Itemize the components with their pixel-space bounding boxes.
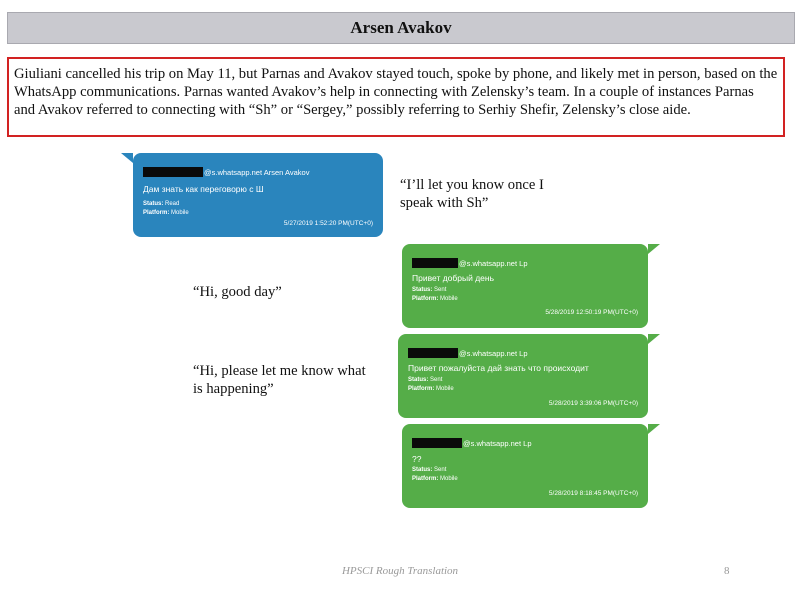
message-platform: Platform: Mobile (408, 386, 454, 392)
message-text: Привет пожалуйста дай знать что происходит (408, 363, 589, 373)
sender-line (143, 167, 309, 177)
sender-name: @s.whatsapp.net Lp (459, 258, 528, 268)
sender-line (412, 438, 532, 448)
redaction-block (412, 438, 462, 448)
translation-quote-1 (400, 176, 544, 212)
message-timestamp: 5/28/2019 8:18:45 PM(UTC+0) (548, 490, 638, 497)
message-bubble-4 (402, 424, 648, 508)
message-platform: Platform: Mobile (143, 210, 189, 216)
quote-line: speak with Sh” (400, 195, 489, 211)
redaction-block (143, 167, 203, 177)
summary-box (7, 57, 785, 137)
redaction-block (408, 348, 458, 358)
bubble-tail-4 (648, 424, 660, 434)
quote-line: “I’ll let you know once I (400, 177, 544, 193)
page-number: 8 (724, 565, 730, 577)
message-timestamp: 5/27/2019 1:52:20 PM(UTC+0) (283, 220, 373, 227)
message-bubble-2 (402, 244, 648, 328)
message-platform: Platform: Mobile (412, 476, 458, 482)
summary-text: Giuliani cancelled his trip on May 11, but Parnas and Avakov stayed touch, spoke by phone, and likely met in person, based on the WhatsApp communications. Parnas wanted Avakov’s help in connecting with Zelensky’s team. In a couple of instances Parnas and Avakov referred to connecting with “Sh” or “Sergey,” possibly referring to Serhiy Shefir, Zelensky’s close aide. (14, 66, 778, 118)
sender-line (412, 258, 528, 268)
message-platform: Platform: Mobile (412, 296, 458, 302)
message-text: Привет добрый день (412, 273, 495, 283)
message-status: Status: Read (143, 201, 180, 207)
message-text: ?? (412, 454, 422, 464)
message-bubble-1 (133, 153, 383, 237)
sender-name: @s.whatsapp.net Lp (463, 438, 532, 448)
sender-name: @s.whatsapp.net Arsen Avakov (204, 167, 310, 177)
message-timestamp: 5/28/2019 3:39:06 PM(UTC+0) (548, 400, 638, 407)
quote-line: “Hi, good day” (193, 284, 282, 300)
page-title: Arsen Avakov (350, 18, 452, 37)
message-status: Status: Sent (412, 467, 447, 473)
message-text: Дам знать как переговорю с Ш (143, 184, 264, 194)
translation-quote-3 (193, 362, 366, 398)
message-timestamp: 5/28/2019 12:50:19 PM(UTC+0) (545, 309, 638, 316)
bubble-tail-1 (121, 153, 133, 163)
sender-name: @s.whatsapp.net Lp (459, 348, 528, 358)
translation-quote-2 (193, 283, 282, 301)
sender-line (408, 348, 528, 358)
message-status: Status: Sent (412, 287, 447, 293)
redaction-block (412, 258, 458, 268)
message-status: Status: Sent (408, 377, 443, 383)
page-title-bar (7, 12, 795, 44)
quote-line: “Hi, please let me know what (193, 363, 366, 379)
bubble-tail-3 (648, 334, 660, 344)
quote-line: is happening” (193, 381, 274, 397)
message-bubble-3 (398, 334, 648, 418)
bubble-tail-2 (648, 244, 660, 254)
footer-label: HPSCI Rough Translation (341, 565, 459, 577)
